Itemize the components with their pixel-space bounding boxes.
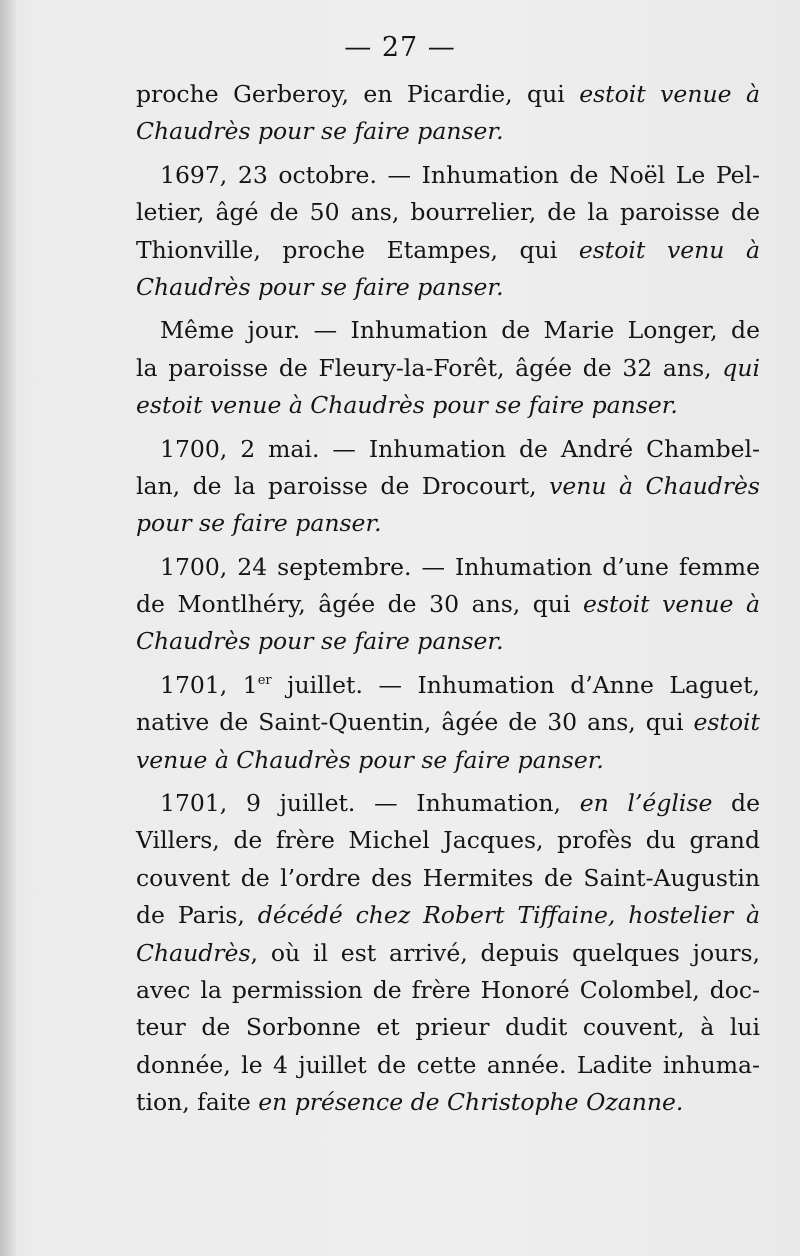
paragraph <box>136 431 760 543</box>
text-line <box>136 157 760 194</box>
paragraph <box>136 312 760 424</box>
text-line <box>136 667 760 704</box>
text-line <box>136 269 760 306</box>
italic-text: Chaudrès pour se faire panser. <box>136 627 504 656</box>
text-line <box>136 1009 760 1046</box>
text-line <box>136 232 760 269</box>
italic-text: en présence de Christophe Ozanne. <box>258 1088 684 1117</box>
italic-text: estoit venue à Chaudrès pour se faire panser. <box>136 391 678 420</box>
text-segment: 1701, 9 juillet. — Inhumation, <box>160 789 580 818</box>
text-line <box>136 785 760 822</box>
italic-text: Chaudrès pour se faire panser. <box>136 272 504 301</box>
text-line <box>136 897 760 934</box>
text-line <box>136 113 760 150</box>
text-segment: de Montlhéry, âgée de 30 ans, qui <box>136 590 584 619</box>
text-line <box>136 431 760 468</box>
text-segment: teur de Sorbonne et prieur dudit couvent, à lui <box>136 1013 760 1042</box>
text-segment: de <box>712 789 761 818</box>
italic-text: venue à Chaudrès pour se faire panser. <box>136 745 604 774</box>
text-segment: native de Saint-Quentin, âgée de 30 ans, qui <box>136 708 694 737</box>
text-segment: donnée, le 4 juillet de cette année. Ladite inhuma- <box>136 1050 760 1079</box>
text-segment: avec la permission de frère Honoré Colombel, doc- <box>136 975 760 1004</box>
italic-text: estoit venue à <box>579 80 760 108</box>
text-line <box>136 623 760 660</box>
paragraph <box>136 157 760 307</box>
text-line <box>136 194 760 231</box>
italic-text: venu à Chaudrès <box>549 471 760 500</box>
paragraph <box>136 785 760 1122</box>
italic-text: pour se faire panser. <box>136 509 382 538</box>
italic-text: estoit <box>693 708 760 737</box>
text-segment: letier, âgé de 50 ans, bourrelier, de la paroisse de <box>136 198 760 227</box>
italic-text: estoit venue à <box>583 590 760 619</box>
text-line <box>136 742 760 779</box>
text-line <box>136 1047 760 1084</box>
text-segment: , où il est arrivé, depuis quelques jours, <box>250 938 760 967</box>
text-line <box>136 387 760 424</box>
italic-text: estoit venu à <box>578 235 760 264</box>
text-line <box>136 972 760 1009</box>
paragraph <box>136 549 760 661</box>
italic-text: qui <box>722 353 760 382</box>
page-text-body <box>136 76 760 1122</box>
text-segment: proche Gerberoy, en Picardie, qui <box>136 80 580 108</box>
text-line <box>136 822 760 859</box>
text-segment: couvent de l’ordre des Hermites de Saint-Augustin <box>136 863 760 892</box>
text-line <box>136 586 760 623</box>
text-segment: tion, faite <box>136 1088 259 1117</box>
page-spine-shadow <box>0 0 16 1256</box>
text-line <box>136 704 760 741</box>
superscript-text: er <box>257 673 272 689</box>
text-segment: 1697, 23 octobre. — Inhumation de Noël Le Pel- <box>160 160 760 189</box>
italic-text: décédé chez Robert Tiffaine, hostelier à <box>257 901 760 930</box>
text-segment: de Paris, <box>136 901 258 930</box>
text-segment: 1700, 24 septembre. — Inhumation d’une femme <box>160 552 760 581</box>
text-line <box>136 549 760 586</box>
text-line <box>136 468 760 505</box>
text-line <box>136 312 760 349</box>
text-segment: Thionville, proche Etampes, qui <box>136 235 579 264</box>
italic-text: Chaudrès pour se faire panser. <box>136 117 504 146</box>
italic-text: en l’église <box>579 789 713 818</box>
text-segment: 1701, 1 <box>160 670 258 699</box>
text-line <box>136 505 760 542</box>
paragraph <box>136 667 760 779</box>
paragraph <box>136 76 760 151</box>
italic-text: Chaudrès <box>136 938 251 967</box>
page-number: — 27 — <box>344 32 456 63</box>
text-line <box>136 935 760 972</box>
text-segment: la paroisse de Fleury-la-Forêt, âgée de 32 ans, <box>136 353 723 382</box>
text-line <box>136 350 760 387</box>
text-segment: juillet. — Inhumation d’Anne Laguet, <box>271 670 760 699</box>
text-segment: Villers, de frère Michel Jacques, profès du grand <box>136 826 760 855</box>
text-line <box>136 860 760 897</box>
text-segment: lan, de la paroisse de Drocourt, <box>136 471 550 500</box>
text-line <box>136 1084 760 1121</box>
text-segment: Même jour. — Inhumation de Marie Longer, de <box>160 316 760 345</box>
text-segment: 1700, 2 mai. — Inhumation de André Chambel- <box>160 434 760 463</box>
text-line <box>136 76 760 113</box>
